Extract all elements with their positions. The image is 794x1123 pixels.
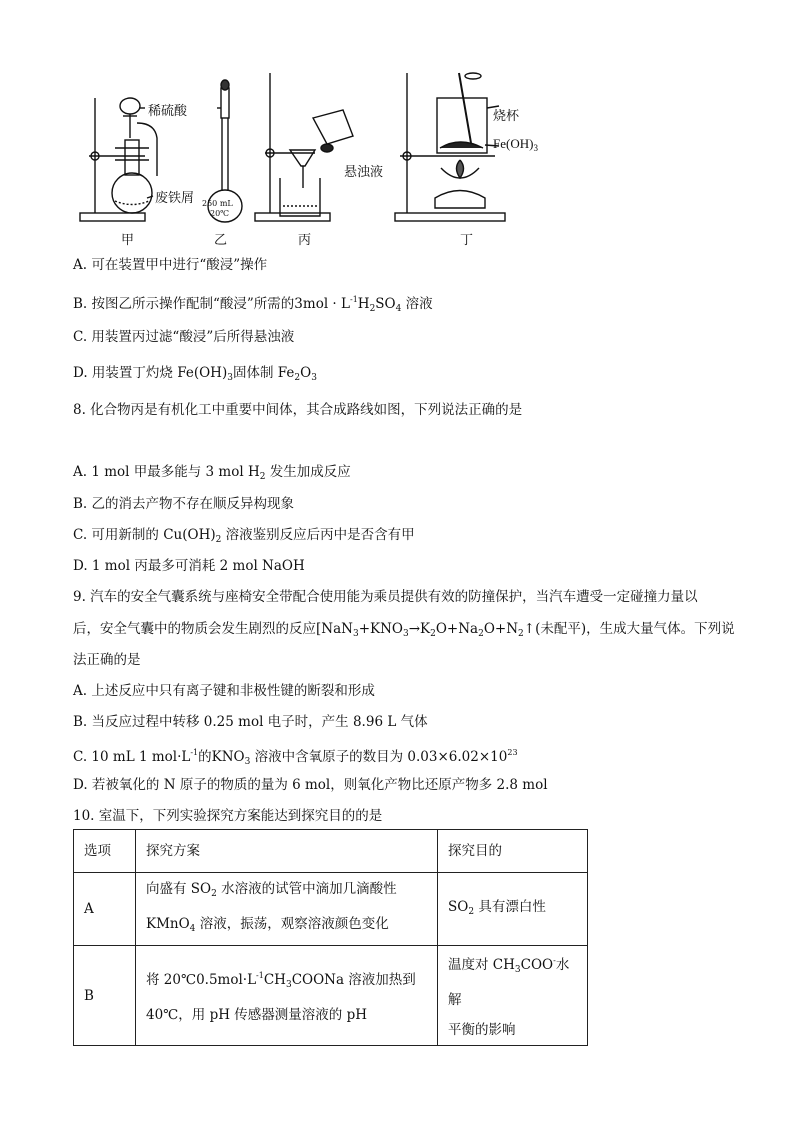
row-b-option: B [74,946,136,1046]
q10-stem: 10. 室温下，下列实验探究方案能达到探究目的的是 [73,808,383,824]
row-b-goal: 温度对 $CH_3COO^-$水解 平衡的影响 [438,946,588,1046]
header-plan: 探究方案 [136,830,438,873]
caption-jia: 甲 [121,233,135,248]
label-suspension: 悬浊液 [344,165,384,180]
q8-option-a: A. 1 mol 甲最多能与 3 mol $H_2$ 发生加成反应 [73,464,351,482]
header-goal: 探究目的 [438,830,588,873]
table-row [74,873,588,946]
q7-option-d: D. 用装置丁灼烧 $Fe(OH)_3$固体制 $Fe_2O_3$ [73,365,317,383]
apparatus-figure [75,68,595,248]
label-flask-volume: 250 mL [202,199,233,208]
q9-option-b: B. 当反应过程中转移 0.25 mol 电子时，产生 8.96 L 气体 [73,714,428,730]
caption-bing: 丙 [298,233,312,248]
header-option: 选项 [74,830,136,873]
q7-option-a: A. 可在装置甲中进行“酸浸”操作 [73,257,268,273]
q7-option-c: C. 用装置丙过滤“酸浸”后所得悬浊液 [73,329,295,345]
table-header-row [74,830,588,873]
q9-option-c: C. 10 mL 1 $mol\cdot L^{-1}$的$KNO_3$ 溶液中含氧原子的数目为 $0.03\times 6.02\times 10^{23}$ [73,748,518,767]
table-row [74,946,588,1046]
q8-option-b: B. 乙的消去产物不存在顺反异构现象 [73,496,295,512]
label-fe-oh3: $Fe(OH)_3$ [493,136,538,153]
q8-stem: 8. 化合物丙是有机化工中重要中间体，其合成路线如图，下列说法正确的是 [73,402,523,418]
label-beaker: 烧杯 [493,109,520,124]
caption-ding: 丁 [460,233,474,248]
row-a-goal: $SO_2$ 具有漂白性 [438,873,588,946]
q8-option-c: C. 可用新制的 $Cu(OH)_2$ 溶液鉴别反应后丙中是否含有甲 [73,527,415,545]
label-scrap-iron: 废铁屑 [155,191,195,206]
caption-yi: 乙 [214,233,228,248]
row-b-plan: 将 $20℃0.5mol\cdot L^{-1}CH_3COONa$ 溶液加热到 40℃，用 pH 传感器测量溶液的 pH [136,946,438,1046]
q8-option-d: D. 1 mol 丙最多可消耗 2 mol NaOH [73,558,305,574]
q9-option-a: A. 上述反应中只有离子键和非极性键的断裂和形成 [73,683,375,699]
q9-stem-line-1: 9. 汽车的安全气囊系统与座椅安全带配合使用能为乘员提供有效的防撞保护，当汽车遭受一定碰撞力量以 [73,589,698,605]
q10-table [73,829,588,1046]
q9-stem-line-3: 法正确的是 [73,652,141,668]
label-dilute-acid: 稀硫酸 [148,104,188,119]
q9-option-d: D. 若被氧化的 N 原子的物质的量为 6 mol，则氧化产物比还原产物多 2.8 mol [73,777,548,793]
row-a-plan: 向盛有 $SO_2$ 水溶液的试管中滴加几滴酸性 KMnO$_4$ 溶液，振荡，观察溶液颜色变化 [136,873,438,946]
q7-option-b: B. 按图乙所示操作配制“酸浸”所需的$3mol \cdot L^{-1}H_2SO_4$ 溶液 [73,295,433,314]
label-flask-temp: 20℃ [210,209,230,218]
q9-stem-line-2: 后，安全气囊中的物质会发生剧烈的反应[$NaN_3+KNO_3\to K_2O+Na_2O+N_2↑$(未配平)，生成大量气体。下列说 [73,621,735,639]
row-a-option: A [74,873,136,946]
